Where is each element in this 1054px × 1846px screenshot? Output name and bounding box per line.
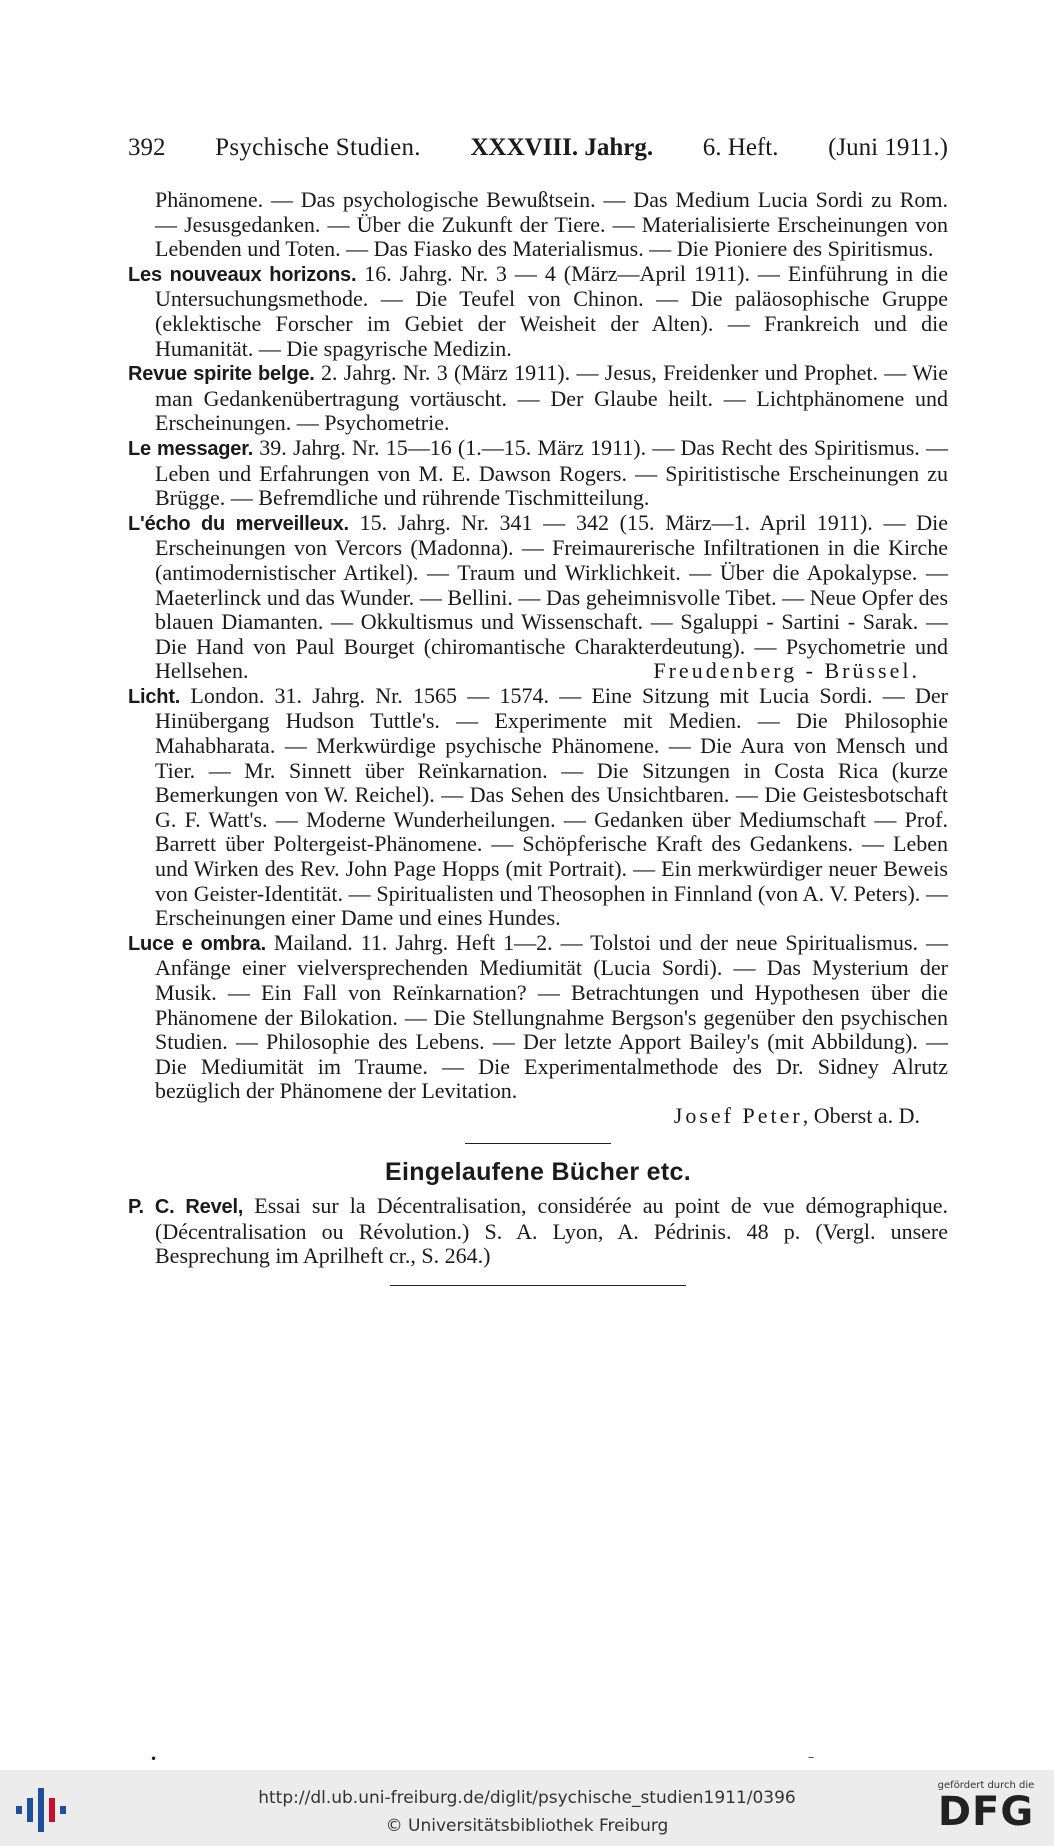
reviewer-signature [128, 1104, 948, 1129]
entry-title: Luce e ombra. [128, 932, 266, 955]
running-header [128, 134, 948, 162]
signature-name: Josef Peter [673, 1102, 803, 1128]
entry-title: Les nouveaux horizons. [128, 263, 357, 286]
periodical-entry [128, 436, 948, 511]
entry-text: Mailand. 11. Jahrg. Heft 1—2. — Tolstoi und der neue Spiritualismus. — Anfänge einer vielversprechenden Mediumität (Lucia Sordi). — Das Mysterium der Musik. — Ein Fall von Reïnkarnation? — Betrachtungen und Hypothesen über die Phänomene der Bilokation. — Die Stellungnahme Bergson's gegenüber den psychischen Studien. — Philosophie des Lebens. — Der letzte Apport Bailey's (mit Abbildung). — Die Mediumität im Traume. — Die Experimentalmethode des Dr. Sidney Alrutz bezüglich der Phänomene der Levitation. [155, 929, 949, 1104]
dfg-logo-icon [930, 1780, 1042, 1840]
dfg-wordmark: DFG [937, 1789, 1035, 1835]
periodical-entry [128, 361, 948, 436]
section-heading: Eingelaufene Bücher etc. [385, 1157, 691, 1186]
signature-rank: , Oberst a. D. [802, 1102, 920, 1128]
entry-text: London. 31. Jahrg. Nr. 1565 — 1574. — Eine Sitzung mit Lucia Sordi. — Der Hinübergang Hudson Tuttle's. — Experimente mit Medien. — Die Philosophie Mahabharata. — Merkwürdige psychische Phänomene. — Die Aura von Mensch und Tier. — Mr. Sinnett über Reïnkarnation. — Die Sitzungen in Costa Rica (kurze Bemerkungen von W. Reichel). — Das Sehen des Unsichtbaren. — Die Geistesbotschaft G. F. Watt's. — Moderne Wunderheilungen. — Gedanken über Mediumschaft — Prof. Barrett über Poltergeist-Phänomene. — Schöpferische Kraft des Gedankens. — Leben und Wirken des Rev. John Page Hopps (mit Portrait). — Ein merkwürdiger neuer Beweis von Geister-Identität. — Spiritualisten und Theosophen in Finnland (von A. V. Peters). — Erscheinungen einer Dame und eines Hundes. [155, 682, 948, 931]
book-entry [128, 1194, 948, 1269]
viewer-footer [0, 1770, 1054, 1846]
periodical-entry [128, 684, 948, 931]
volume-label: XXXVIII. Jahrg. [470, 134, 654, 161]
entry-text: 39. Jahrg. Nr. 15—16 (1.—15. März 1911). — Das Recht des Spiritismus. — Leben und Erfahrungen von M. E. Dawson Rogers. — Spiritistische Erscheinungen zu Brügge. — Befremdliche und rührende Tischmitteilung. [155, 434, 949, 511]
divider-rule [465, 1143, 611, 1144]
entry-title: L'écho du merveilleux. [128, 512, 349, 535]
entry-text: 2. Jahrg. Nr. 3 (März 1911). — Jesus, Freidenker und Prophet. — Wie man Gedankenübertragung vortäuscht. — Der Glaube heilt. — Lichtphänomene und Erscheinungen. — Psychometrie. [155, 360, 948, 436]
entry-text: 16. Jahrg. Nr. 3 — 4 (März—April 1911). — Einführung in die Untersuchungsmethode. — Die Teufel von Chinon. — Die paläosophische Gruppe (eklektische Forscher im Gebiet der Weisheit der Alten). — Frankreich und die Humanität. — Die spagyrische Medizin. [155, 260, 948, 361]
continued-paragraph: Phänomene. — Das psychologische Bewußtsein. — Das Medium Lucia Sordi zu Rom. — Jesusgedanken. — Über die Zukunft der Tiere. — Materialisierte Erscheinungen von Lebenden und Toten. — Das Fiasko des Materialismus. — Die Pioniere des Spiritismus. [155, 187, 948, 262]
journal-title: Psychische Studien. [215, 134, 421, 161]
periodical-entry [128, 262, 948, 361]
page-number: 392 [128, 134, 166, 161]
permalink-url[interactable]: http://dl.ub.uni-freiburg.de/diglit/psychische_studien1911/0396 [258, 1788, 796, 1808]
issue-date: (Juni 1911.) [828, 134, 948, 161]
scan-mark: • [150, 1752, 158, 1766]
periodical-entry [128, 511, 948, 684]
periodical-entry [128, 931, 948, 1104]
issue-label: 6. Heft. [702, 134, 779, 161]
reviewer-signature: Freudenberg - Brüssel. [653, 658, 920, 684]
entry-title: Le messager. [128, 437, 254, 460]
entry-title: Licht. [128, 685, 181, 708]
entry-text: Essai sur la Décentralisation, considérée au point de vue démographique. (Décentralisation ou Révolution.) S. A. Lyon, A. Pédrinis. 48 p. (Vergl. unsere Besprechung im Aprilheft cr., S. 264.) [155, 1193, 948, 1269]
body-text [128, 188, 948, 1286]
divider-rule [390, 1285, 686, 1286]
copyright-notice: © Universitätsbibliothek Freiburg [385, 1816, 669, 1836]
dfg-caption: gefördert durch die [937, 1780, 1035, 1791]
entry-title: P. C. Revel, [128, 1196, 244, 1219]
entry-title: Revue spirite belge. [128, 363, 315, 386]
entry-text: 15. Jahrg. Nr. 341 — 342 (15. März—1. April 1911). — Die Erscheinungen von Vercors (Madonna). — Freimaurerische Infiltrationen in die Kirche (antimodernistischer Artikel). — Traum und Wirklichkeit. — Über die Apokalypse. — Maeterlinck und das Wunder. — Bellini. — Das geheimnisvolle Tibet. — Neue Opfer des blauen Diamanten. — Okkultismus und Wissenschaft. — Sgaluppi - Sartini - Sarak. — Die Hand von Paul Bourget (chiromantische Charakterdeutung). — Psychometrie und Hellsehen. [155, 509, 948, 684]
scan-mark: – [808, 1750, 814, 1764]
